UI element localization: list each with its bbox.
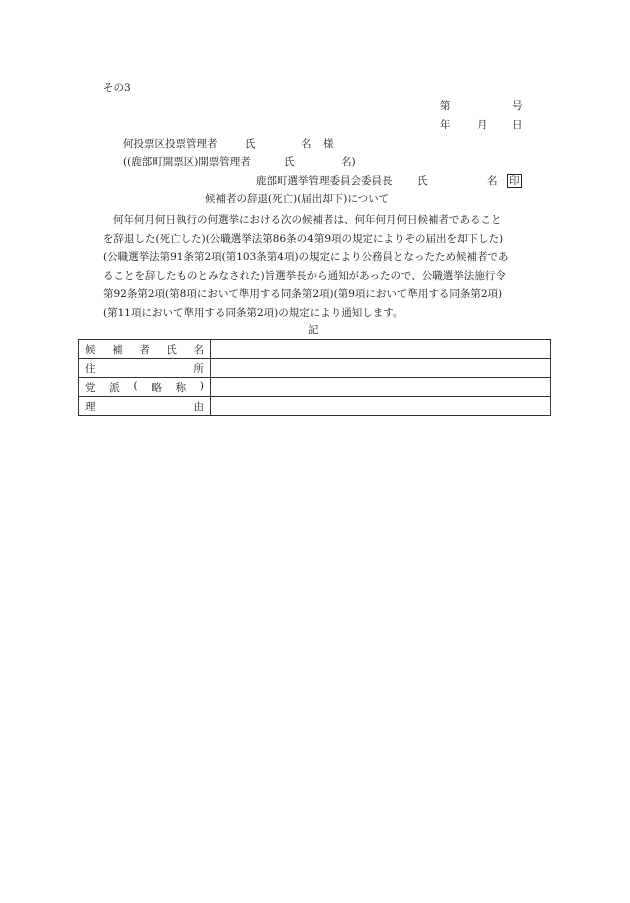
label-candidate-name: 候 補 者 氏 名 <box>79 340 211 359</box>
sender-title: 鹿部町選挙管理委員会委員長 <box>256 175 393 187</box>
value-reason[interactable] <box>211 397 551 416</box>
body-paragraph <box>103 211 551 322</box>
reference-number-dai: 第 <box>440 100 451 112</box>
form-number: その3 <box>103 82 131 94</box>
sender-mei: 名 <box>487 175 498 187</box>
table-row <box>79 359 551 378</box>
body-line: (公職選挙法第91条第2項(第103条第4項)の規定により公務員となったため候補者であ <box>103 251 509 263</box>
table-row <box>79 340 551 359</box>
date-year: 年 <box>440 119 451 131</box>
table-row <box>79 378 551 397</box>
value-candidate-name[interactable] <box>211 340 551 359</box>
record-table <box>78 339 551 416</box>
seal-mark <box>503 174 522 188</box>
body-line: (第11項において準用する同条第2項)の規定により通知します。 <box>103 306 404 319</box>
body-line: 第92条第2項(第8項において準用する同条第2項)(第9項において準用する同条第2項) <box>103 288 503 300</box>
label-party: 党 派 ( 略 称 ) <box>79 378 211 397</box>
table-row <box>79 397 551 416</box>
ki-heading: 記 <box>308 324 319 336</box>
date-month: 月 <box>477 119 488 131</box>
value-address[interactable] <box>211 359 551 378</box>
reference-number-go: 号 <box>512 100 523 112</box>
addressee-counting-manager-title: ((鹿部町開票区)開票管理者 <box>123 156 251 168</box>
addressee-voting-manager-shi: 氏 <box>245 138 256 150</box>
sender-shi: 氏 <box>417 175 428 187</box>
value-party[interactable] <box>211 378 551 397</box>
body-line: を辞退した(死亡した)(公職選挙法第86条の4第9項の規定によりその届出を却下した) <box>103 232 504 245</box>
addressee-voting-manager-mei: 名 <box>301 138 312 150</box>
seal-label: 印 <box>509 175 520 187</box>
subject-title: 候補者の辞退(死亡)(届出却下)について <box>205 193 390 205</box>
body-line: ることを辞したものとみなされた)旨選挙長から通知があったので、公職選挙法施行令 <box>103 269 506 282</box>
addressee-voting-manager-title: 何投票区投票管理者 <box>123 138 218 150</box>
addressee-counting-manager-mei: 名) <box>341 156 356 168</box>
date-day: 日 <box>512 119 523 131</box>
body-line: 何年何月何日執行の何選挙における次の候補者は、何年何月何日候補者であること <box>113 214 502 226</box>
addressee-voting-manager-sama: 様 <box>323 138 334 150</box>
label-address: 住 所 <box>79 359 211 378</box>
label-reason: 理 由 <box>79 397 211 416</box>
addressee-counting-manager-shi: 氏 <box>284 156 295 168</box>
